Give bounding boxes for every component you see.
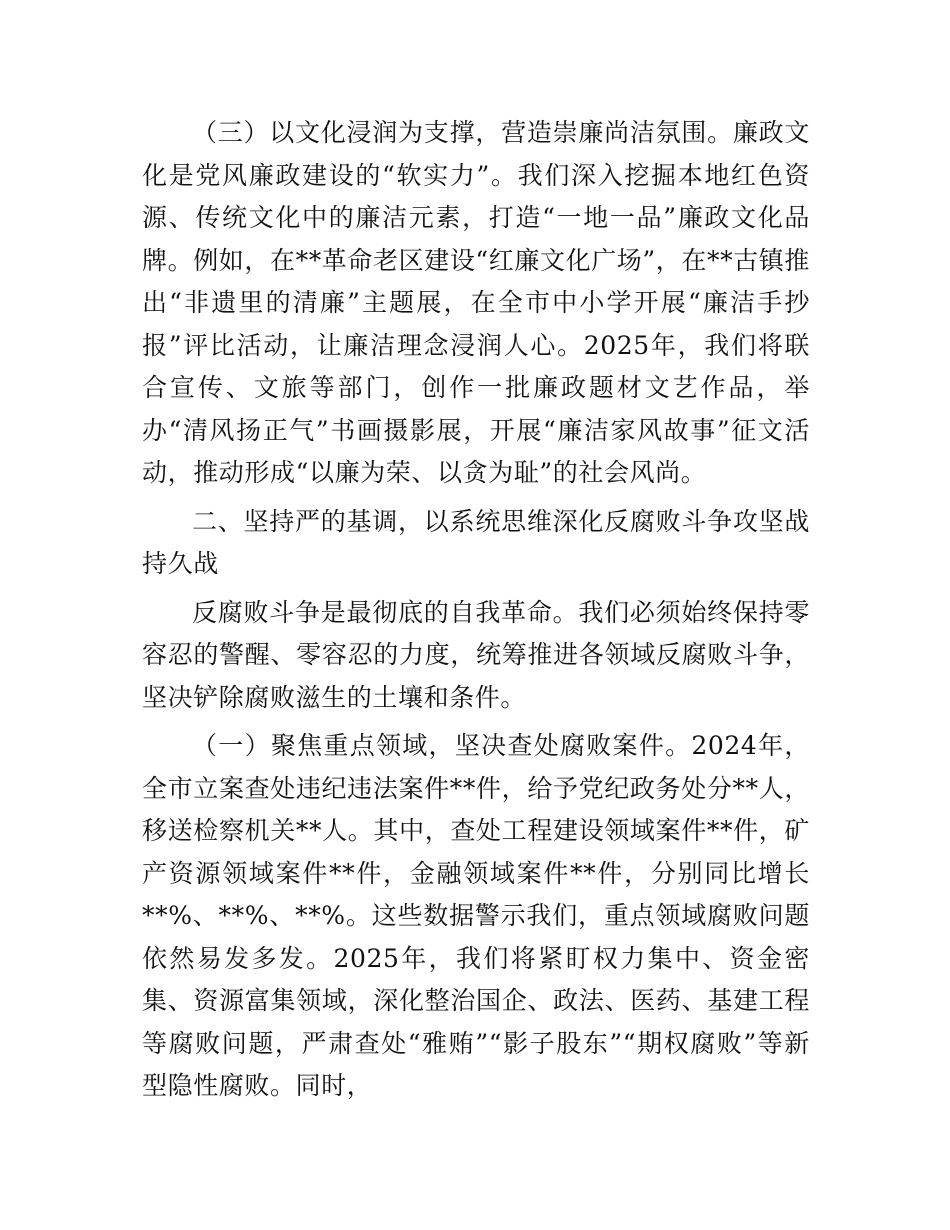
paragraph-anticorruption-intro: 反腐败斗争是最彻底的自我革命。我们必须始终保持零容忍的警醒、零容忍的力度，统筹推进各领域反腐败斗争，坚决铲除腐败滋生的土壤和条件。	[142, 597, 810, 712]
document-page	[142, 112, 810, 1108]
paragraph-key-areas: （一）聚焦重点领域，坚决查处腐败案件。2024年，全市立案查处违纪违法案件**件，给予党纪政务处分**人，移送检察机关**人。其中，查处工程建设领域案件**件，矿产资源领域案件**件，金融领域案件**件，分别同比增长**%、**%、**%。这些数据警示我们，重点领域腐败问题依然易发多发。2025年，我们将紧盯权力集中、资金密集、资源富集领域，深化整治国企、政法、医药、基建工程等腐败问题，严肃查处“雅贿”“影子股东”“期权腐败”等新型隐性腐败。同时，	[142, 731, 810, 1100]
paragraph-culture: （三）以文化浸润为支撑，营造崇廉尚洁氛围。廉政文化是党风廉政建设的“软实力”。我们深入挖掘本地红色资源、传统文化中的廉洁元素，打造“一地一品”廉政文化品牌。例如，在**革命老区建设“红廉文化广场”，在**古镇推出“非遗里的清廉”主题展，在全市中小学开展“廉洁手抄报”评比活动，让廉洁理念浸润人心。2025年，我们将联合宣传、文旅等部门，创作一批廉政题材文艺作品，举办“清风扬正气”书画摄影展，开展“廉洁家风故事”征文活动，推动形成“以廉为荣、以贪为耻”的社会风尚。	[142, 118, 810, 487]
section-heading: 二、坚持严的基调，以系统思维深化反腐败斗争攻坚战持久战	[142, 506, 810, 578]
